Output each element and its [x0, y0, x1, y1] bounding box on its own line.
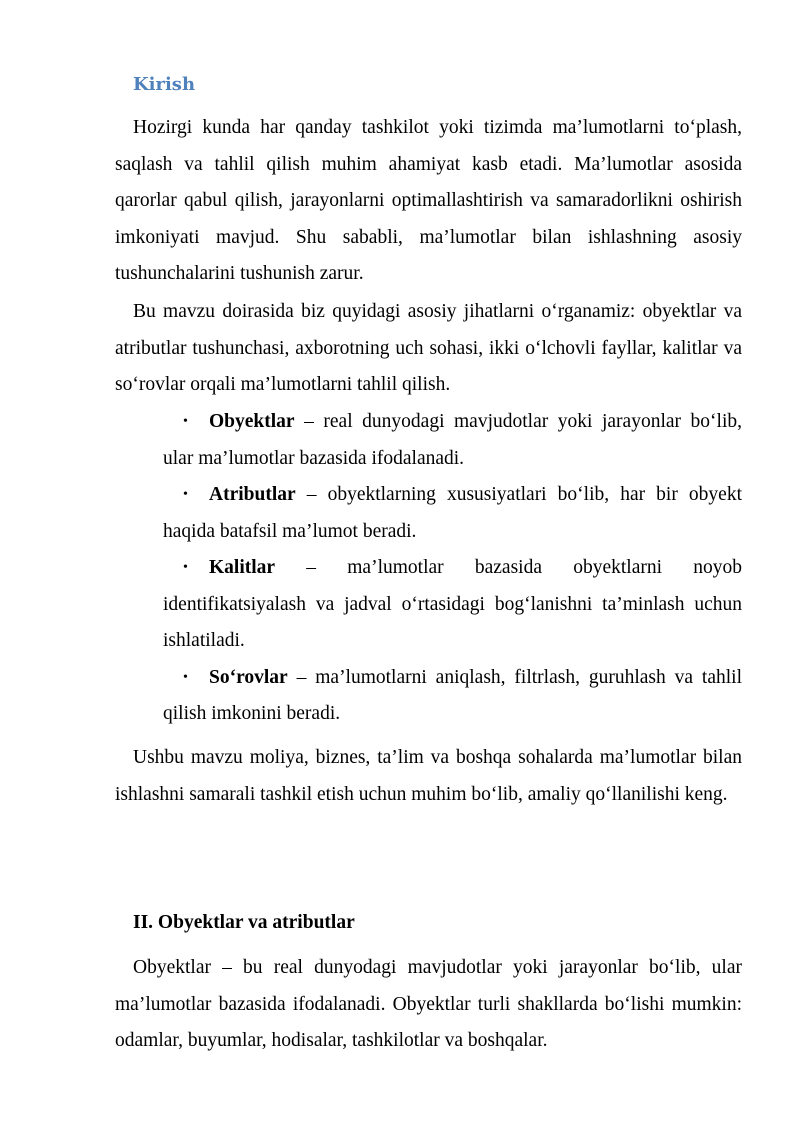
section-paragraph-1: Obyektlar – bu real dunyodagi mavjudotlar yoki jarayonlar bo‘lib, ular ma’lumotlar bazasida ifodalanadi. Obyektlar turli shakllarda bo‘lishi mumkin: odamlar, buyumlar, hodisalar, tashkilotlar va boshqalar. — [115, 957, 742, 1051]
bullet-term: Obyektlar — [209, 411, 295, 432]
bullet-term: Kalitlar — [209, 557, 276, 578]
bullet-item-obyektlar — [163, 404, 742, 477]
section-heading-obyektlar-atributlar: II. Obyektlar va atributlar — [133, 912, 355, 933]
bullet-term: Atributlar — [209, 484, 296, 505]
bullet-icon: • — [183, 487, 188, 502]
bullet-text: – obyektlarning xususiyatlari bo‘lib, har bir obyekt haqida batafsil ma’lumot beradi. — [163, 484, 742, 542]
intro-paragraph-2: Bu mavzu doirasida biz quyidagi asosiy jihatlarni o‘rganamiz: obyektlar va atributlar tushunchasi, axborotning uch sohasi, ikki o‘lchovli fayllar, kalitlar va so‘rovlar orqali ma’lumotlarni tahlil qilish. — [115, 301, 742, 395]
intro-paragraph-3: Ushbu mavzu moliya, biznes, ta’lim va boshqa sohalarda ma’lumotlar bilan ishlashni samarali tashkil etish uchun muhim bo‘lib, amaliy qo‘llanilishi keng. — [115, 747, 742, 805]
bullet-term: So‘rovlar — [209, 666, 288, 688]
bullet-icon: • — [183, 560, 188, 575]
bullet-item-kalitlar — [163, 550, 742, 660]
bullet-icon: • — [183, 414, 188, 429]
bullet-text: – real dunyodagi mavjudotlar yoki jarayonlar bo‘lib, ular ma’lumotlar bazasida ifodalanadi. — [163, 411, 742, 469]
bullet-icon: • — [183, 669, 188, 685]
bullet-item-atributlar — [163, 477, 742, 550]
bullet-text: – ma’lumotlarni aniqlash, filtrlash, guruhlash va tahlil qilish imkonini beradi. — [163, 666, 742, 724]
bullet-item-sorovlar — [163, 660, 742, 733]
intro-heading: Kirish — [133, 74, 196, 95]
bullet-text: – ma’lumotlar bazasida obyektlarni noyob identifikatsiyalash va jadval o‘rtasidagi bog‘lanishni ta’minlash uchun ishlatiladi. — [163, 557, 742, 651]
concept-bullet-list — [163, 404, 742, 733]
intro-paragraph-1: Hozirgi kunda har qanday tashkilot yoki tizimda ma’lumotlarni to‘plash, saqlash va tahlil qilish muhim ahamiyat kasb etadi. Ma’lumotlar asosida qarorlar qabul qilish, jarayonlarni optimallashtirish va samaradorlikni oshirish imkoniyati mavjud. Shu sababli, ma’lumotlar bilan ishlashning asosiy tushunchalarini tushunish zarur. — [115, 117, 742, 284]
